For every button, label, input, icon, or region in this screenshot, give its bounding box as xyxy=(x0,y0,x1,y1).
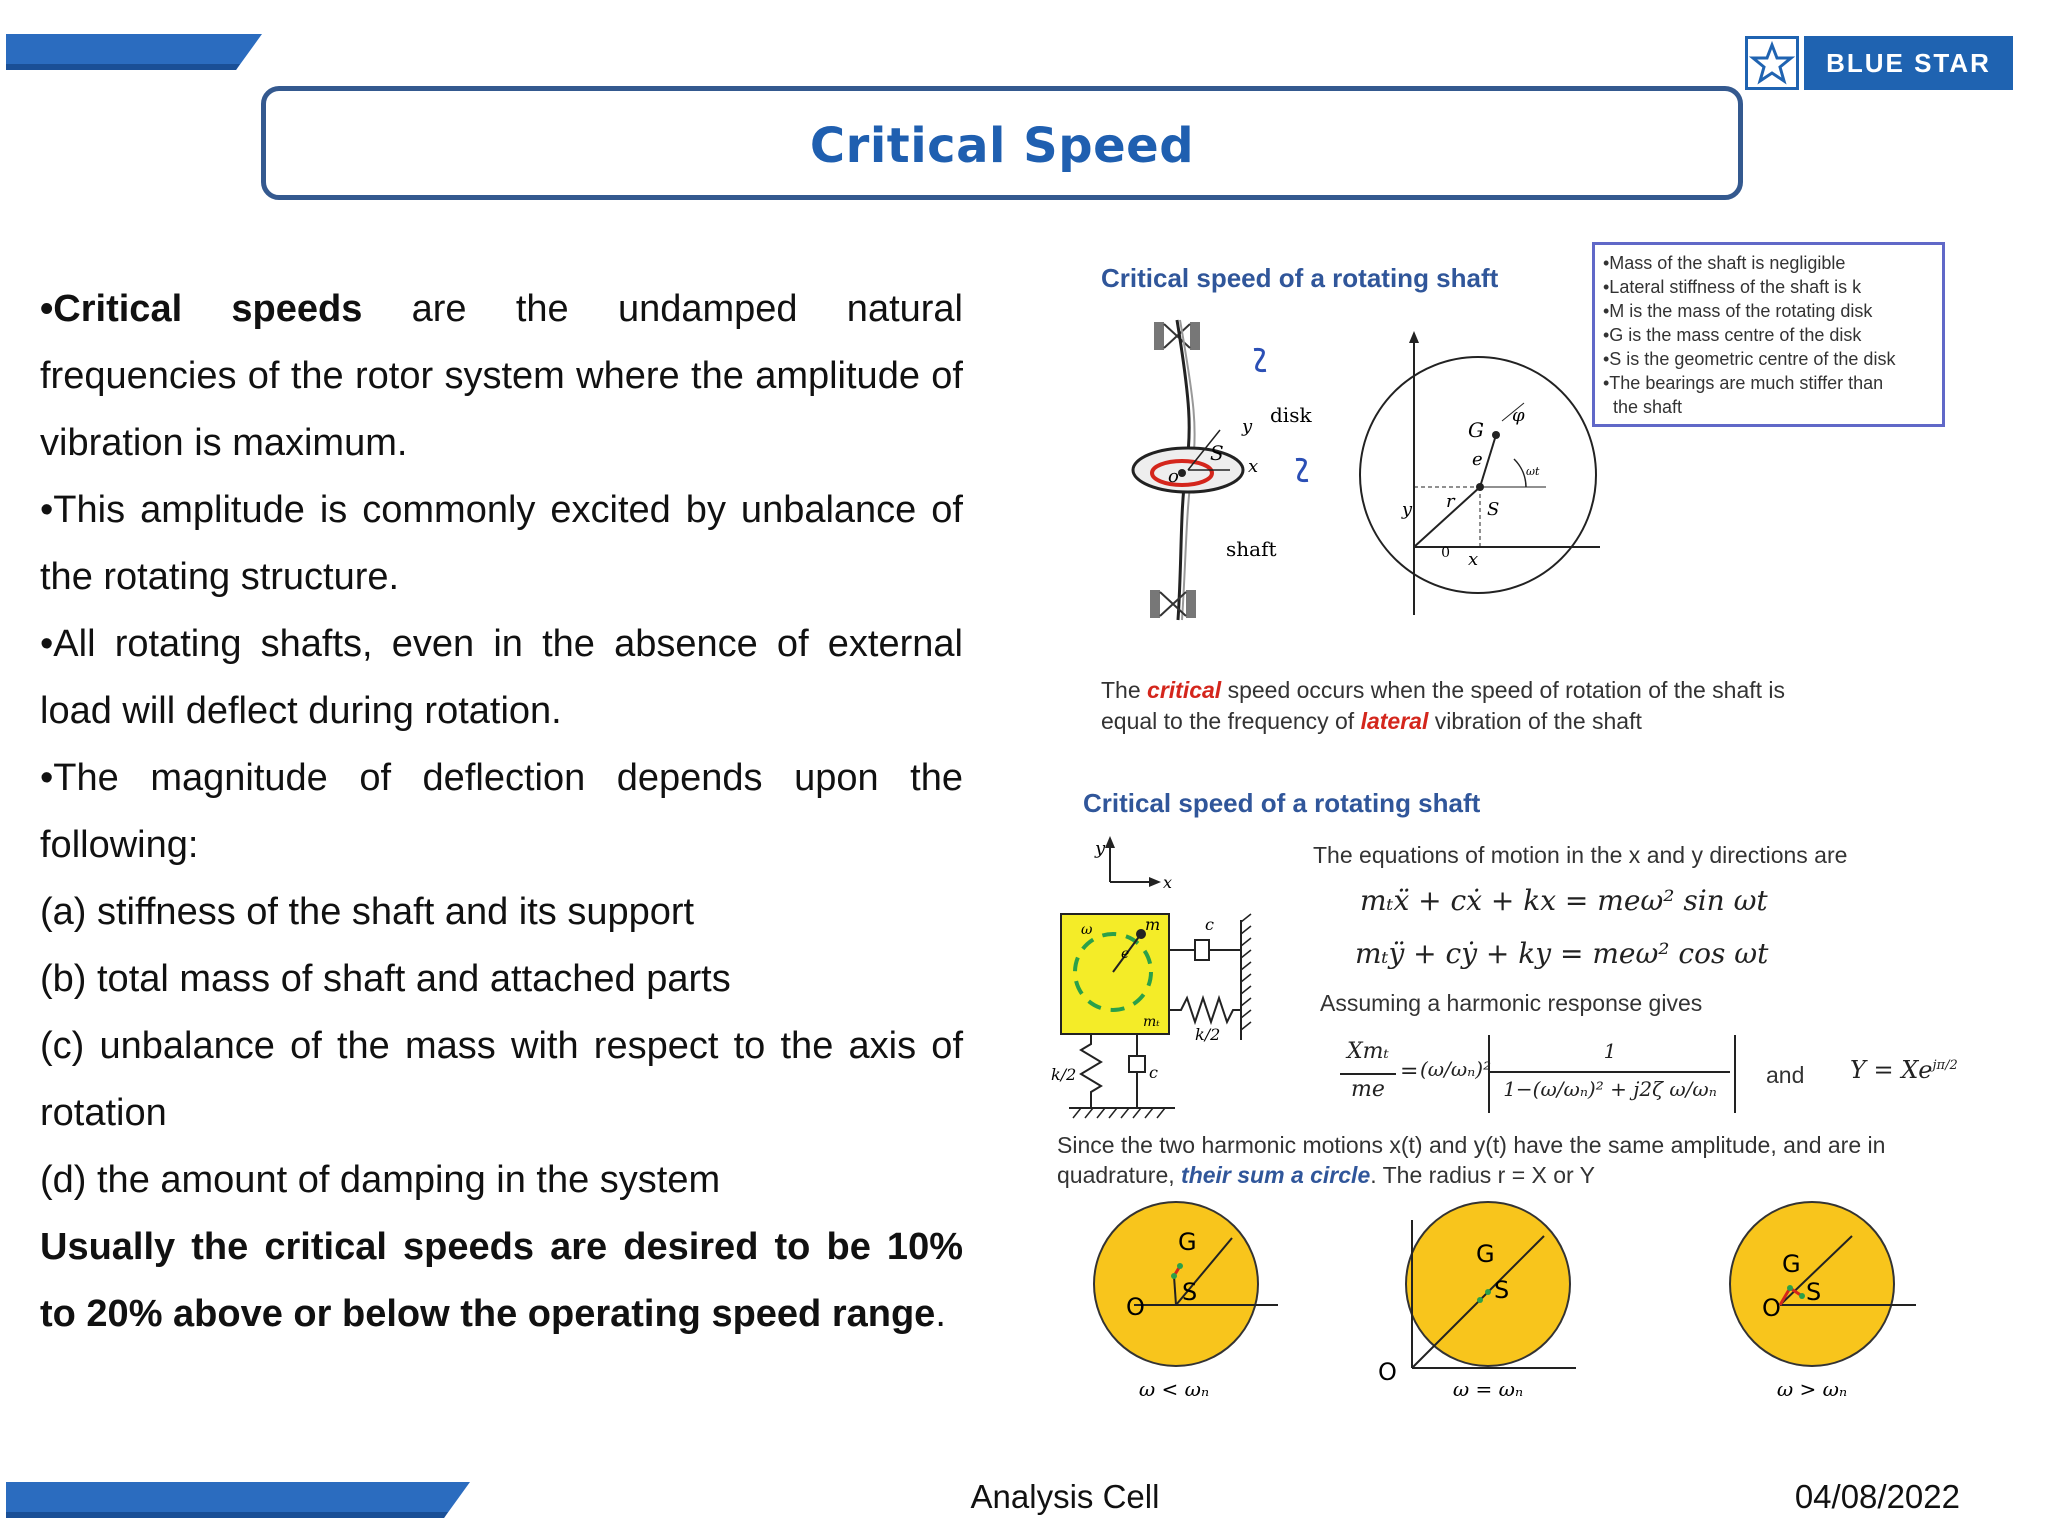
fraction-denominator: me xyxy=(1351,1077,1385,1102)
list-item: (a) stiffness of the shaft and its support xyxy=(40,891,695,933)
k2-right-label: k/2 xyxy=(1195,1025,1221,1044)
spring-damper-model xyxy=(1045,830,1275,1130)
caption-text: vibration of the shaft xyxy=(1428,708,1642,734)
note-line: •G is the mass centre of the disk xyxy=(1603,325,1862,345)
equation-x: mₜẍ + cẋ + kx = meω² sin ωt xyxy=(1360,884,1768,917)
circle3-s-label: S xyxy=(1806,1278,1822,1306)
whirl-circle-3 xyxy=(1720,1200,1920,1410)
abs-numerator: 1 xyxy=(1603,1039,1617,1063)
c-bottom-label: c xyxy=(1149,1063,1158,1082)
star-icon xyxy=(1745,36,1799,90)
omega-label: ω xyxy=(1081,922,1093,938)
caption-text: The xyxy=(1101,677,1148,703)
whirl-orbit-diagram xyxy=(1350,325,1610,625)
e-label: e xyxy=(1472,449,1483,470)
conclusion xyxy=(40,1214,963,1348)
quadrature-line: Since the two harmonic motions x(t) and y(t) have the same amplitude, and are in xyxy=(1057,1132,1886,1158)
orbit-y-label: y xyxy=(1401,499,1412,520)
r-label: r xyxy=(1446,491,1455,512)
circle2-s-label: S xyxy=(1494,1276,1510,1304)
circle3-g-label: G xyxy=(1782,1250,1801,1278)
whirl-circle-2 xyxy=(1370,1200,1590,1410)
paragraph-rotating-shafts: •All rotating shafts, even in the absence of external load will deflect during rotation. xyxy=(40,623,963,732)
page-title: Critical Speed xyxy=(809,118,1195,174)
g-label: G xyxy=(1468,418,1484,442)
list-item: (c) unbalance of the mass with respect to the axis of rotation xyxy=(40,1025,963,1134)
assumption-text: Assuming a harmonic response gives xyxy=(1320,990,1703,1016)
k2-left-label: k/2 xyxy=(1051,1065,1077,1084)
y-equation-exponent: jπ/2 xyxy=(1932,1058,1958,1073)
circle-emphasis: their sum a circle xyxy=(1181,1162,1371,1188)
circle1-o-label: O xyxy=(1126,1293,1145,1321)
amplitude-equation: Xmₜ me = (ω/ωₙ)² xyxy=(1340,1035,1580,1115)
mt-label: mₜ xyxy=(1143,1014,1160,1030)
quadrature-line: . The radius r = X or Y xyxy=(1370,1162,1596,1188)
bottom-left-decorative-bar xyxy=(0,1478,480,1523)
note-line: •The bearings are much stiffer than xyxy=(1603,373,1884,393)
circle1-s-label: S xyxy=(1182,1278,1198,1306)
note-line: •Mass of the shaft is negligible xyxy=(1603,253,1846,273)
circle2-g-label: G xyxy=(1476,1240,1495,1268)
fraction-numerator: Xmₜ xyxy=(1347,1039,1389,1064)
logo-text: BLUE STAR xyxy=(1804,36,2013,90)
m-label: m xyxy=(1145,915,1161,934)
s-label: S xyxy=(1210,441,1224,465)
caption-text: speed occurs when the speed of rotation of the shaft is xyxy=(1221,677,1786,703)
frequency-ratio: (ω/ωₙ)² xyxy=(1420,1057,1492,1081)
circle3-caption: ω > ωₙ xyxy=(1776,1377,1848,1401)
model-e-label: e xyxy=(1121,946,1130,962)
conclusion-bold: Usually the critical speeds are desired to be 10% to 20% above or below the operating speed range xyxy=(40,1226,963,1335)
y-equation-base: Y = Xe xyxy=(1850,1056,1933,1084)
shaft-label: shaft xyxy=(1226,537,1277,561)
note-line: the shaft xyxy=(1603,397,1683,417)
body-text xyxy=(40,276,963,1348)
paragraph-text: are the undamped natural frequencies of the rotor system where the amplitude of vibration is maximum. xyxy=(40,288,963,464)
figure1-caption xyxy=(1101,675,1901,737)
circle2-o-label: O xyxy=(1378,1358,1397,1386)
title-box xyxy=(261,86,1743,200)
caption-text: equal to the frequency of xyxy=(1101,708,1361,734)
figure2-title: Critical speed of a rotating shaft xyxy=(1083,788,1481,818)
paragraph-amplitude: •This amplitude is commonly excited by unbalance of the rotating structure. xyxy=(40,489,963,598)
model-x-label: x xyxy=(1163,873,1173,892)
orbit-x-label: x xyxy=(1468,549,1479,570)
x-label: x xyxy=(1248,456,1259,477)
y-equation xyxy=(1850,1056,1958,1084)
note-line: •S is the geometric centre of the disk xyxy=(1603,349,1896,369)
quadrature-text xyxy=(1057,1130,1885,1190)
note-line: •Lateral stiffness of the shaft is k xyxy=(1603,277,1862,297)
quadrature-line: quadrature, xyxy=(1057,1162,1182,1188)
caption-critical: critical xyxy=(1147,677,1222,703)
bottom-bearing xyxy=(1150,590,1196,618)
paragraph-magnitude: •The magnitude of deflection depends upon the following: xyxy=(40,757,963,866)
o-label: o xyxy=(1168,466,1179,487)
assumptions-box xyxy=(1592,242,1945,427)
and-text: and xyxy=(1766,1062,1805,1088)
footer-date: 04/08/2022 xyxy=(1794,1478,1960,1515)
y-label: y xyxy=(1242,416,1253,437)
circle3-o-label: O xyxy=(1762,1294,1781,1322)
abs-fraction xyxy=(1490,1035,1740,1115)
orbit-s-label: S xyxy=(1487,499,1500,520)
wt-label: ωt xyxy=(1526,465,1540,478)
conclusion-end: . xyxy=(935,1293,946,1335)
top-left-decorative-bar xyxy=(0,30,270,75)
circle1-caption: ω < ωₙ xyxy=(1138,1377,1210,1401)
equation-y: mₜÿ + cẏ + ky = meω² cos ωt xyxy=(1355,937,1769,970)
caption-lateral: lateral xyxy=(1360,708,1429,734)
disk-label: disk xyxy=(1270,403,1312,427)
c-top-label: c xyxy=(1205,915,1214,934)
model-y-label: y xyxy=(1095,838,1106,859)
figure1-title: Critical speed of a rotating shaft xyxy=(1101,263,1499,293)
origin-label: 0 xyxy=(1441,545,1450,561)
rotating-shaft-diagram xyxy=(1120,310,1360,630)
note-line: •M is the mass of the rotating disk xyxy=(1603,301,1873,321)
list-item: (d) the amount of damping in the system xyxy=(40,1159,721,1201)
circle1-g-label: G xyxy=(1178,1228,1197,1256)
phi-label: φ xyxy=(1512,405,1525,426)
circle2-caption: ω = ωₙ xyxy=(1452,1377,1524,1401)
whirl-circle-1 xyxy=(1090,1200,1290,1410)
list-item: (b) total mass of shaft and attached parts xyxy=(40,958,731,1000)
footer-center-text: Analysis Cell xyxy=(970,1478,1160,1515)
bold-term: •Critical speeds xyxy=(40,288,363,330)
abs-denominator: 1−(ω/ωₙ)² + j2ζ ω/ωₙ xyxy=(1503,1077,1717,1101)
paragraph-critical-speeds xyxy=(40,276,963,477)
blue-star-logo xyxy=(1745,36,2013,90)
equations-intro: The equations of motion in the x and y directions are xyxy=(1313,842,1848,868)
